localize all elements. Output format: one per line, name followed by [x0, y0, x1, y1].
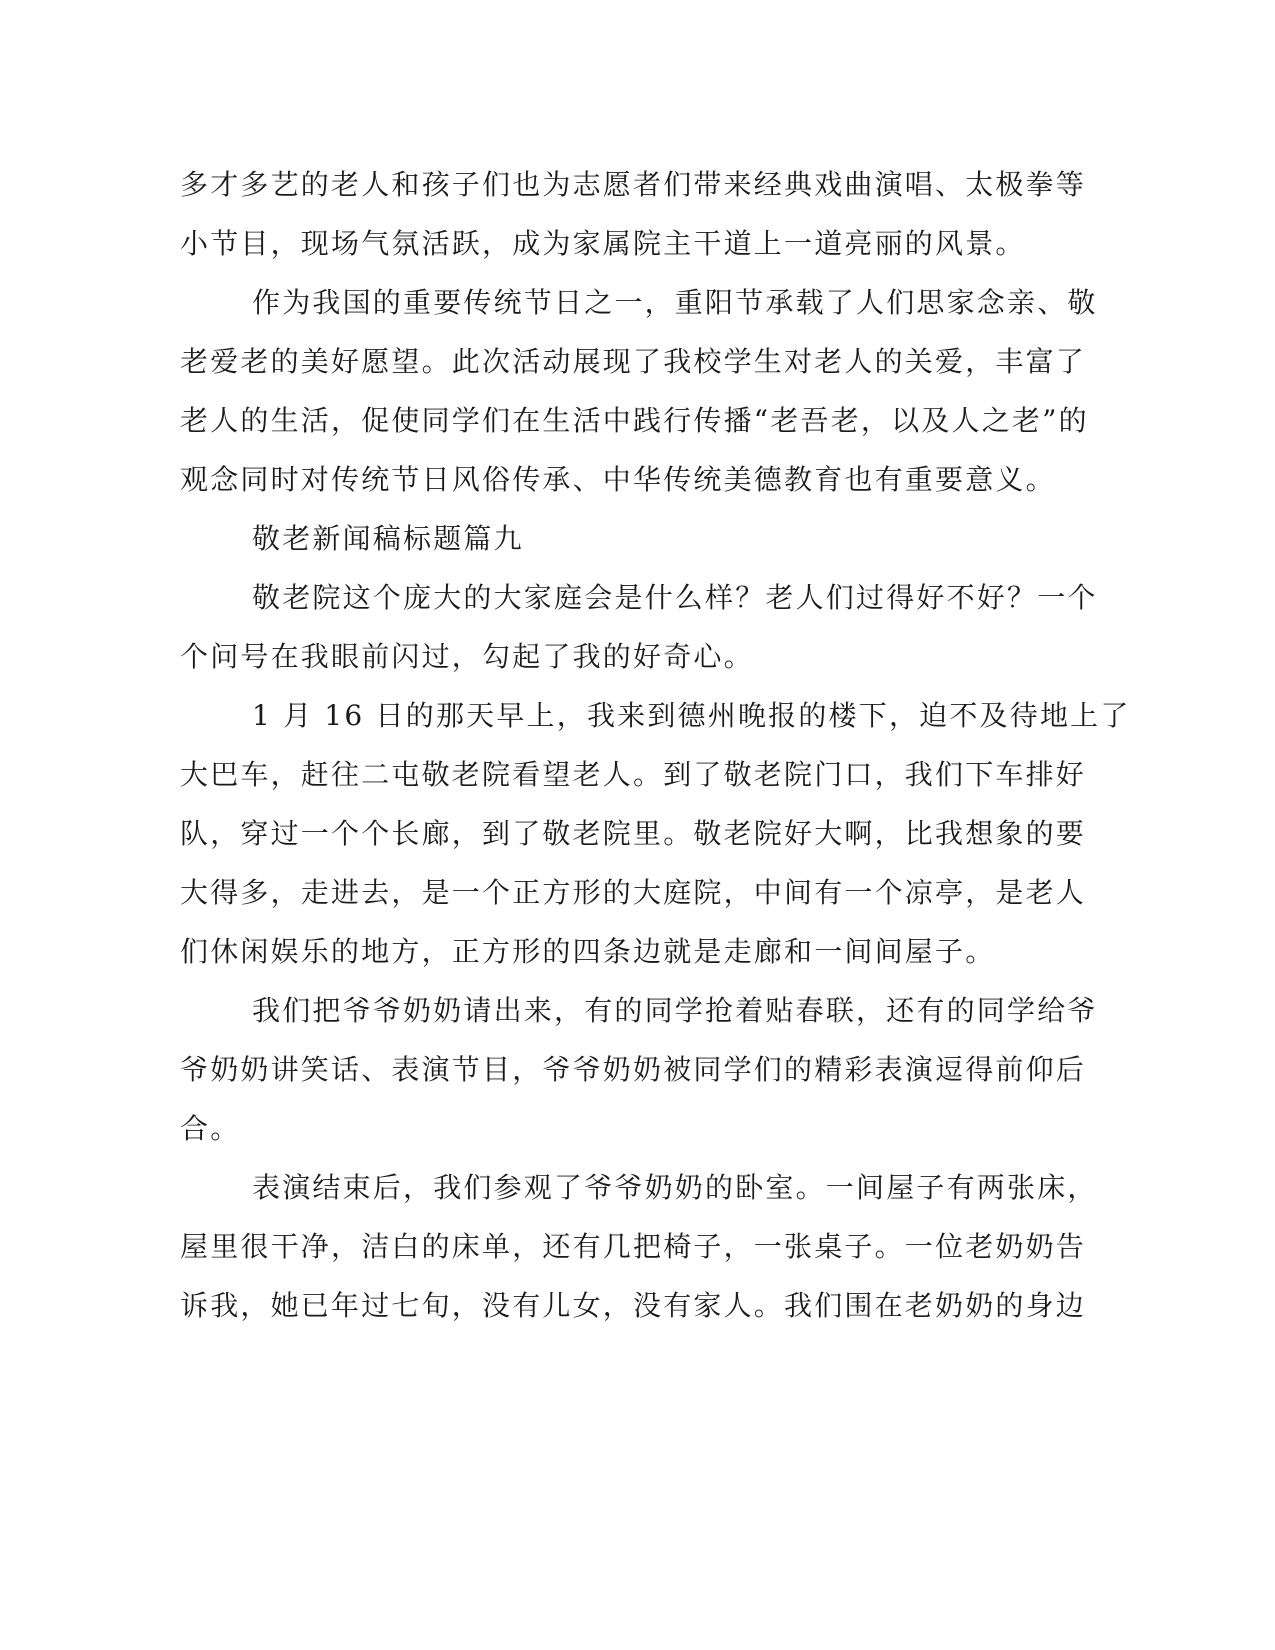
- text-line: 爷奶奶讲笑话、表演节目，爷爷奶奶被同学们的精彩表演逗得前仰后: [180, 1053, 1087, 1086]
- document-body: [180, 155, 1131, 1335]
- text-line: 多才多艺的老人和孩子们也为志愿者们带来经典戏曲演唱、太极拳等: [180, 168, 1087, 201]
- text-line: 我们把爷爷奶奶请出来，有的同学抢着贴春联，还有的同学给爷: [252, 994, 1098, 1027]
- text-line: 们休闲娱乐的地方，正方形的四条边就是走廊和一间间屋子。: [180, 935, 996, 968]
- text-line: 合。: [180, 1112, 241, 1145]
- section-heading: 敬老新闻稿标题篇九: [252, 522, 524, 555]
- text-line: 屋里很干净，洁白的床单，还有几把椅子，一张桌子。一位老奶奶告: [180, 1230, 1087, 1263]
- text-line: 队，穿过一个个长廊，到了敬老院里。敬老院好大啊，比我想象的要: [180, 817, 1087, 850]
- text-line: 小节目，现场气氛活跃，成为家属院主干道上一道亮丽的风景。: [180, 227, 1026, 260]
- text-line: 大得多，走进去，是一个正方形的大庭院，中间有一个凉亭，是老人: [180, 876, 1087, 909]
- text-line: 诉我，她已年过七旬，没有儿女，没有家人。我们围在老奶奶的身边: [180, 1289, 1087, 1322]
- text-line: 表演结束后，我们参观了爷爷奶奶的卧室。一间屋子有两张床，: [252, 1171, 1098, 1204]
- text-line: 1 月 16 日的那天早上，我来到德州晚报的楼下，迫不及待地上了: [252, 699, 1131, 732]
- text-line: 大巴车，赶往二屯敬老院看望老人。到了敬老院门口，我们下车排好: [180, 758, 1087, 791]
- text-line: 老爱老的美好愿望。此次活动展现了我校学生对老人的关爱，丰富了: [180, 345, 1087, 378]
- text-line: 作为我国的重要传统节日之一，重阳节承载了人们思家念亲、敬: [252, 286, 1098, 319]
- text-line: 老人的生活，促使同学们在生活中践行传播“老吾老，以及人之老”的: [180, 404, 1089, 437]
- text-line: 观念同时对传统节日风俗传承、中华传统美德教育也有重要意义。: [180, 463, 1056, 496]
- text-line: 敬老院这个庞大的大家庭会是什么样？老人们过得好不好？一个: [252, 581, 1098, 614]
- text-line: 个问号在我眼前闪过，勾起了我的好奇心。: [180, 640, 754, 673]
